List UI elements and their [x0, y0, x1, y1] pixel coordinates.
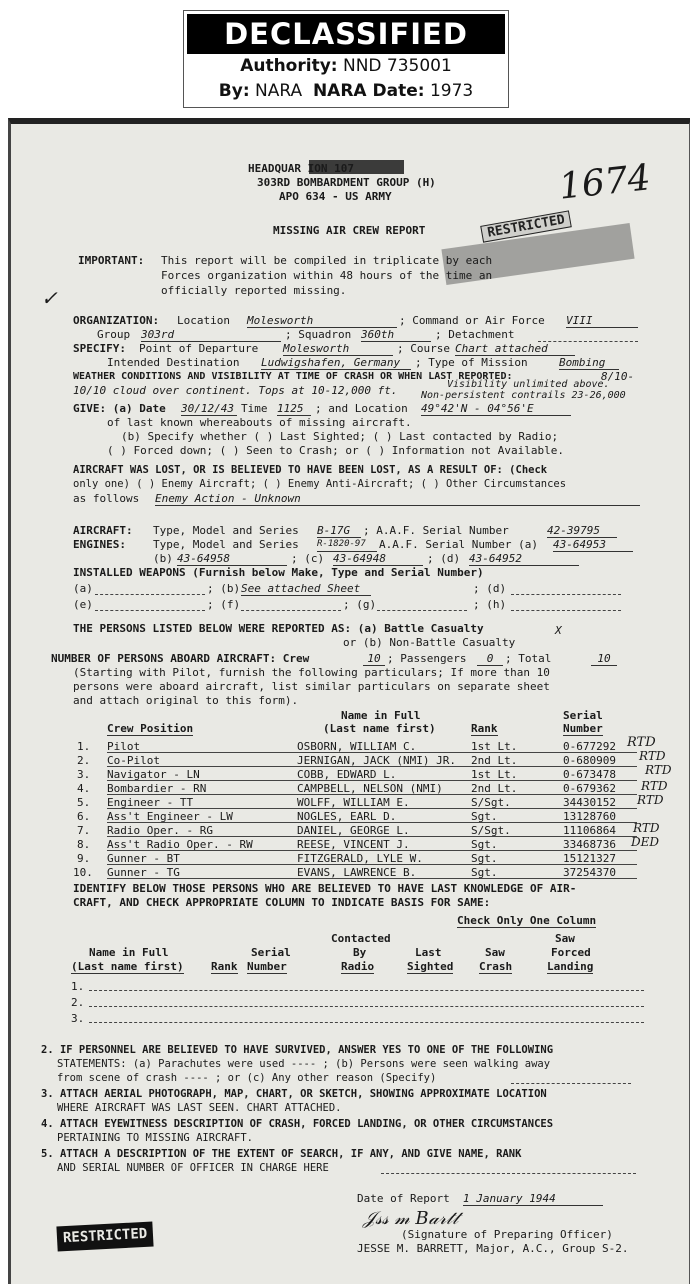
passengers-count: 0	[477, 652, 503, 666]
squadron-value: 360th	[361, 328, 431, 342]
crew-row-rule	[107, 766, 637, 767]
row-number: 1.	[77, 740, 91, 753]
crew-row-rule	[107, 850, 637, 851]
course-label: ; Course	[397, 342, 450, 355]
crew-serial: 0-680909	[563, 754, 616, 767]
group-value: 303rd	[141, 328, 281, 342]
squadron-label: ; Squadron	[285, 328, 352, 341]
row-number: 6.	[77, 810, 91, 823]
crew-rank: Sgt.	[471, 810, 498, 823]
weather-value-3: Visibility unlimited above.	[447, 379, 610, 390]
officer-in-charge-line	[381, 1173, 636, 1174]
engine-type-label: Type, Model and Series	[153, 538, 299, 551]
crew-name: EVANS, LAWRENCE B.	[297, 866, 417, 879]
crew-serial: 13128760	[563, 810, 616, 823]
mission-value: Bombing	[559, 356, 619, 370]
aircraft-type: B-17G	[317, 524, 361, 538]
crew-position: Bombardier - RN	[107, 782, 207, 795]
crew-note: DED	[631, 835, 660, 849]
location-value: Molesworth	[247, 314, 397, 328]
crew-name: NOGLES, EARL D.	[297, 810, 397, 823]
crew-note: RTD	[637, 793, 664, 807]
detachment-label: ; Detachment	[435, 328, 515, 341]
time-label: Time	[241, 402, 268, 415]
aircraft-type-label: Type, Model and Series	[153, 524, 299, 537]
last-header: Last	[415, 946, 442, 959]
engine-c-label: ; (c)	[291, 552, 325, 565]
crew-row-rule	[107, 878, 637, 879]
crew-name: FITZGERALD, LYLE W.	[297, 852, 423, 865]
weapon-e-line	[95, 610, 205, 611]
document-page	[8, 118, 690, 1284]
crew-serial: 34430152	[563, 796, 616, 809]
weapon-d-line	[511, 594, 621, 595]
crew-serial: 0-679362	[563, 782, 616, 795]
apo-line: APO 634 - US ARMY	[279, 190, 392, 203]
row-number: 8.	[77, 838, 91, 851]
casualty-line-2: or (b) Non-Battle Casualty	[343, 636, 516, 649]
crew-name: REESE, VINCENT J.	[297, 838, 410, 851]
crew-row-rule	[107, 752, 637, 753]
name-header-2: (Last name first)	[323, 722, 436, 735]
eyewitness-line-2: PERTAINING TO MISSING AIRCRAFT.	[57, 1132, 253, 1144]
persons-line-3: persons were aboard aircraft, list similar particulars on separate sheet	[73, 680, 550, 693]
crew-rank: 2nd Lt.	[471, 782, 518, 795]
witness-row-number: 1.	[71, 980, 85, 993]
crew-serial: 0-673478	[563, 768, 616, 781]
crew-name: COBB, EDWARD L.	[297, 768, 397, 781]
engine-d: 43-64952	[469, 552, 579, 566]
specify-b-line-2: ( ) Forced down; ( ) Seen to Crash; or ( ) Information not Available.	[107, 444, 564, 457]
last-name-first-header: (Last name first)	[71, 960, 184, 973]
give-label: GIVE: (a) Date	[73, 402, 166, 415]
crew-note: RTD	[633, 821, 660, 835]
engine-c: 43-64948	[333, 552, 423, 566]
weapon-g-line	[377, 610, 467, 611]
engine-serial-label: A.A.F. Serial Number (a)	[379, 538, 538, 551]
saw-header: Saw	[485, 946, 505, 959]
departure-label: Point of Departure	[139, 342, 259, 355]
crew-position: Ass't Radio Oper. - RW	[107, 838, 253, 851]
aaf-serial-label: ; A.A.F. Serial Number	[363, 524, 509, 537]
date-value: 30/12/43	[181, 402, 237, 416]
rank-header: Rank	[471, 722, 498, 735]
engine-b: 43-64958	[177, 552, 287, 566]
crew-rank: Sgt.	[471, 838, 498, 851]
signer-name: JESSE M. BARRETT, Major, A.C., Group S-2.	[357, 1242, 629, 1255]
crew-rank: S/Sgt.	[471, 824, 511, 837]
check-one-column: Check Only One Column	[457, 914, 597, 927]
departure-value: Molesworth	[283, 342, 393, 356]
attach-map-line-1: 3. ATTACH AERIAL PHOTOGRAPH, MAP, CHART, OR SKETCH, SHOWING APPROXIMATE LOCATION	[41, 1088, 547, 1100]
witness-row-line	[89, 1022, 644, 1023]
lost-line-3: as follows	[73, 492, 140, 505]
crew-rank: 2nd Lt.	[471, 754, 518, 767]
location-label: Location	[177, 314, 230, 327]
weapon-a-line	[95, 594, 205, 595]
organization-label: ORGANIZATION:	[73, 314, 160, 327]
crew-note: RTD	[627, 735, 656, 750]
crew-row-rule	[107, 836, 637, 837]
specify-b-line-1: (b) Specify whether ( ) Last Sighted; ( ) Last contacted by Radio;	[121, 430, 559, 443]
persons-line-2: (Starting with Pilot, furnish the following particulars; If more than 10	[73, 666, 550, 679]
survived-line-2: STATEMENTS: (a) Parachutes were used ---- ; (b) Persons were seen walking away	[57, 1058, 551, 1070]
specify-label: SPECIFY:	[73, 342, 126, 355]
crew-position: Navigator - LN	[107, 768, 200, 781]
crew-rank: 1st Lt.	[471, 740, 518, 753]
weapon-d-label: ; (d)	[473, 582, 507, 595]
persons-line-1: NUMBER OF PERSONS ABOARD AIRCRAFT: Crew	[51, 652, 310, 665]
by-header: By	[353, 946, 367, 959]
search-line-1: 5. ATTACH A DESCRIPTION OF THE EXTENT OF SEARCH, IF ANY, AND GIVE NAME, RANK	[41, 1148, 522, 1160]
weapon-f-label: ; (f)	[207, 598, 241, 611]
crew-rank: 1st Lt.	[471, 768, 518, 781]
persons-line-4: and attach original to this form).	[73, 694, 299, 707]
crew-position: Radio Oper. - RG	[107, 824, 213, 837]
engine-d-label: ; (d)	[427, 552, 461, 565]
contacted-header: Contacted	[331, 932, 391, 945]
weapon-h-label: ; (h)	[473, 598, 507, 611]
number-header: Number	[247, 960, 287, 973]
restricted-stamp-bottom: RESTRICTED	[56, 1221, 153, 1251]
search-line-2: AND SERIAL NUMBER OF OFFICER IN CHARGE HERE	[57, 1162, 329, 1174]
engines-label: ENGINES:	[73, 538, 126, 551]
row-number: 2.	[77, 754, 91, 767]
destination-value: Ludwigshafen, Germany	[261, 356, 411, 370]
crew-row-rule	[107, 780, 637, 781]
specify-reason-line	[511, 1083, 631, 1084]
important-label: IMPORTANT:	[78, 254, 145, 267]
location-label-2: ; and Location	[315, 402, 408, 415]
weather-value-2: 10/10 cloud over continent. Tops at 10-12,000 ft.	[73, 384, 398, 397]
crew-row-rule	[107, 808, 637, 809]
time-value: 1125	[277, 402, 311, 416]
crew-serial: 0-677292	[563, 740, 616, 753]
crew-position: Ass't Engineer - LW	[107, 810, 233, 823]
crew-name: JERNIGAN, JACK (NMI) JR.	[297, 754, 456, 767]
check-mark: ✓	[41, 286, 58, 310]
attach-map-line-2: WHERE AIRCRAFT WAS LAST SEEN. CHART ATTACHED.	[57, 1102, 342, 1114]
crew-serial: 11106864	[563, 824, 616, 837]
weapon-b-label: ; (b)	[207, 582, 241, 595]
crew-position: Gunner - TG	[107, 866, 180, 879]
group-label: Group	[97, 328, 131, 341]
row-number: 10.	[73, 866, 93, 879]
important-line-3: officially reported missing.	[161, 284, 347, 297]
crew-rank: Sgt.	[471, 866, 498, 879]
mission-label: ; Type of Mission	[415, 356, 528, 369]
crew-name: CAMPBELL, NELSON (NMI)	[297, 782, 443, 795]
landing-header: Landing	[547, 960, 594, 973]
row-number: 7.	[77, 824, 91, 837]
casualty-line-1: THE PERSONS LISTED BELOW WERE REPORTED AS: (a) Battle Casualty	[73, 622, 484, 635]
restricted-stamp: RESTRICTED	[480, 210, 572, 242]
crew-note: RTD	[641, 779, 668, 793]
crew-row-rule	[107, 822, 637, 823]
destination-label: Intended Destination	[107, 356, 240, 369]
coordinates-value: 49°42'N - 04°56'E	[421, 402, 571, 416]
survived-line-1: 2. IF PERSONNEL ARE BELIEVED TO HAVE SURVIVED, ANSWER YES TO ONE OF THE FOLLOWING	[41, 1044, 554, 1056]
weapons-value: See attached Sheet	[241, 582, 371, 596]
witness-row-number: 3.	[71, 1012, 85, 1025]
crew-serial: 15121327	[563, 852, 616, 865]
weather-value-4: Non-persistent contrails 23-26,000	[421, 390, 626, 401]
date-of-report-label: Date of Report	[357, 1192, 450, 1205]
passengers-label: ; Passengers	[387, 652, 467, 665]
weather-label: WEATHER CONDITIONS AND VISIBILITY AT TIME OF CRASH OR WHEN LAST REPORTED:	[73, 371, 513, 382]
group-line: 303RD BOMBARDMENT GROUP (H)	[257, 176, 436, 189]
important-line-1: This report will be compiled in triplicate by each	[161, 254, 493, 267]
identify-line-2: CRAFT, AND CHECK APPROPRIATE COLUMN TO INDICATE BASIS FOR SAME:	[73, 896, 491, 909]
signature: 𝒥𝓈𝓈 𝓂 𝐵𝒶𝓇𝓉𝓉	[363, 1208, 459, 1229]
engine-a: 43-64953	[553, 538, 633, 552]
weapon-f-line	[241, 610, 341, 611]
survived-line-3: from scene of crash ---- ; or (c) Any other reason (Specify)	[57, 1072, 437, 1084]
by-line: By: NARA NARA Date: 1973	[218, 81, 474, 101]
engine-b-label: (b)	[153, 552, 173, 565]
weapon-a-label: (a)	[73, 582, 93, 595]
forced-header: Forced	[551, 946, 591, 959]
crew-rank: S/Sgt.	[471, 796, 511, 809]
weapon-e-label: (e)	[73, 598, 93, 611]
crew-count: 10	[363, 652, 385, 666]
crew-serial: 37254370	[563, 866, 616, 879]
declassified-banner	[183, 10, 509, 108]
crew-name: OSBORN, WILLIAM C.	[297, 740, 417, 753]
date-of-report: 1 January 1944	[463, 1192, 603, 1206]
crew-serial: 33468736	[563, 838, 616, 851]
witness-row-line	[89, 1006, 644, 1007]
report-title: MISSING AIR CREW REPORT	[273, 224, 426, 237]
aaf-serial: 42-39795	[547, 524, 617, 538]
crew-position: Pilot	[107, 740, 141, 753]
witness-row-line	[89, 990, 644, 991]
total-label: ; Total	[505, 652, 552, 665]
crew-rank: Sgt.	[471, 852, 498, 865]
rank-header-2: Rank	[211, 960, 238, 973]
signature-label: (Signature of Preparing Officer)	[401, 1228, 613, 1241]
crew-note: RTD	[645, 763, 672, 777]
crew-position: Engineer - TT	[107, 796, 194, 809]
command-value: VIII	[566, 314, 638, 328]
lost-line-1: AIRCRAFT WAS LOST, OR IS BELIEVED TO HAVE BEEN LOST, AS A RESULT OF: (Check	[73, 464, 548, 476]
weapons-label: INSTALLED WEAPONS (Furnish below Make, Type and Serial Number)	[73, 566, 484, 579]
give-line-2: of last known whereabouts of missing aircraft.	[107, 416, 412, 429]
weapon-h-line	[511, 610, 621, 611]
crew-note: RTD	[639, 749, 666, 763]
identify-line-1: IDENTIFY BELOW THOSE PERSONS WHO ARE BELIEVED TO HAVE LAST KNOWLEDGE OF AIR-	[73, 882, 577, 895]
aircraft-label: AIRCRAFT:	[73, 524, 133, 537]
lost-cause: Enemy Action - Unknown	[155, 492, 640, 506]
crew-row-rule	[107, 864, 637, 865]
crew-name: WOLFF, WILLIAM E.	[297, 796, 410, 809]
battle-casualty-mark: X	[555, 624, 562, 637]
lost-line-2: only one) ( ) Enemy Aircraft; ( ) Enemy Anti-Aircraft; ( ) Other Circumstances	[73, 478, 567, 490]
radio-header: Radio	[341, 960, 375, 973]
name-full-header: Name in Full	[89, 946, 169, 959]
weapon-g-label: ; (g)	[343, 598, 377, 611]
row-number: 4.	[77, 782, 91, 795]
declassified-title: DECLASSIFIED	[187, 14, 505, 54]
engine-type: R-1820-97	[317, 538, 377, 552]
row-number: 3.	[77, 768, 91, 781]
crash-header: Crash	[479, 960, 513, 973]
important-line-2: Forces organization within 48 hours of the time an	[161, 269, 493, 282]
handwritten-number: 1674	[557, 157, 653, 208]
serial-header-2: Number	[563, 722, 603, 735]
hq-line: HEADQUAR ION 107	[248, 162, 354, 175]
crew-position: Co-Pilot	[107, 754, 160, 767]
crew-name: DANIEL, GEORGE L.	[297, 824, 410, 837]
eyewitness-line-1: 4. ATTACH EYEWITNESS DESCRIPTION OF CRASH, FORCED LANDING, OR OTHER CIRCUMSTANCES	[41, 1118, 554, 1130]
authority-line: Authority: NND 735001	[240, 56, 452, 76]
crew-row-rule	[107, 794, 637, 795]
crew-position: Gunner - BT	[107, 852, 180, 865]
sighted-header: Sighted	[407, 960, 454, 973]
serial-header: Serial	[251, 946, 291, 959]
name-header-1: Name in Full	[341, 709, 421, 722]
course-value: Chart attached	[455, 342, 575, 356]
position-header: Crew Position	[107, 722, 194, 735]
command-label: ; Command or Air Force	[399, 314, 545, 327]
saw-forced-header: Saw	[555, 932, 575, 945]
serial-header-1: Serial	[563, 709, 603, 722]
row-number: 9.	[77, 852, 91, 865]
witness-row-number: 2.	[71, 996, 85, 1009]
weather-value-1: 8/10-	[601, 370, 635, 383]
row-number: 5.	[77, 796, 91, 809]
total-count: 10	[591, 652, 617, 666]
